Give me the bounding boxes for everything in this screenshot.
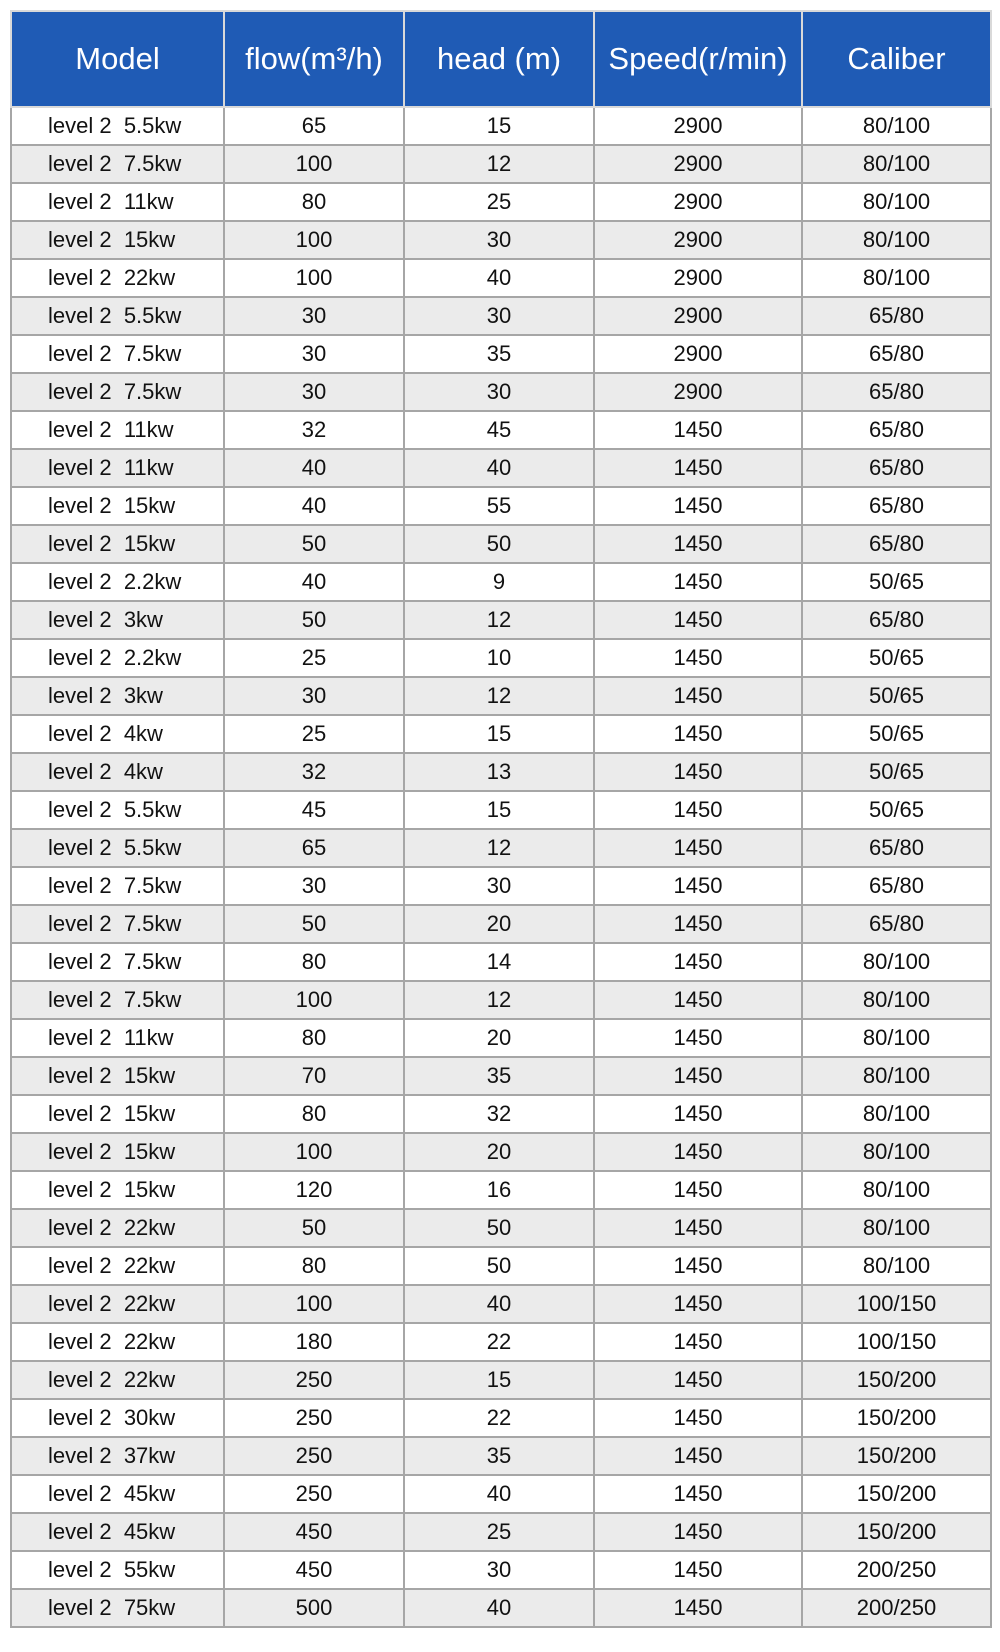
head-cell: 20 [404, 1133, 594, 1171]
table-row [11, 981, 991, 1019]
head-cell: 30 [404, 373, 594, 411]
head-cell: 35 [404, 1437, 594, 1475]
flow-cell: 450 [224, 1513, 404, 1551]
speed-cell: 2900 [594, 259, 802, 297]
head-cell: 15 [404, 107, 594, 145]
model-cell: level 2 11kw [11, 411, 224, 449]
model-cell: level 2 4kw [11, 715, 224, 753]
model-cell: level 2 11kw [11, 183, 224, 221]
header-model: Model [11, 11, 224, 107]
caliber-cell: 65/80 [802, 905, 991, 943]
table-row [11, 525, 991, 563]
caliber-cell: 50/65 [802, 791, 991, 829]
table-row [11, 259, 991, 297]
caliber-cell: 65/80 [802, 411, 991, 449]
table-row [11, 1285, 991, 1323]
table-row [11, 487, 991, 525]
caliber-cell: 65/80 [802, 601, 991, 639]
model-cell: level 2 7.5kw [11, 981, 224, 1019]
table-row [11, 1399, 991, 1437]
caliber-cell: 80/100 [802, 1209, 991, 1247]
caliber-cell: 80/100 [802, 1019, 991, 1057]
table-row [11, 1095, 991, 1133]
speed-cell: 2900 [594, 335, 802, 373]
model-cell: level 2 30kw [11, 1399, 224, 1437]
table-row [11, 677, 991, 715]
table-row [11, 867, 991, 905]
header-caliber: Caliber [802, 11, 991, 107]
caliber-cell: 150/200 [802, 1361, 991, 1399]
caliber-cell: 80/100 [802, 259, 991, 297]
speed-cell: 1450 [594, 981, 802, 1019]
model-cell: level 2 7.5kw [11, 905, 224, 943]
speed-cell: 1450 [594, 1285, 802, 1323]
flow-cell: 250 [224, 1437, 404, 1475]
caliber-cell: 100/150 [802, 1323, 991, 1361]
caliber-cell: 50/65 [802, 563, 991, 601]
flow-cell: 100 [224, 981, 404, 1019]
caliber-cell: 80/100 [802, 1095, 991, 1133]
speed-cell: 2900 [594, 183, 802, 221]
table-row [11, 411, 991, 449]
head-cell: 15 [404, 791, 594, 829]
flow-cell: 120 [224, 1171, 404, 1209]
model-cell: level 2 5.5kw [11, 829, 224, 867]
flow-cell: 70 [224, 1057, 404, 1095]
speed-cell: 1450 [594, 1323, 802, 1361]
table-row [11, 753, 991, 791]
table-row [11, 1437, 991, 1475]
head-cell: 50 [404, 1247, 594, 1285]
flow-cell: 50 [224, 601, 404, 639]
model-cell: level 2 5.5kw [11, 297, 224, 335]
head-cell: 30 [404, 221, 594, 259]
flow-cell: 100 [224, 145, 404, 183]
model-cell: level 2 22kw [11, 1209, 224, 1247]
model-cell: level 2 11kw [11, 449, 224, 487]
caliber-cell: 150/200 [802, 1437, 991, 1475]
head-cell: 12 [404, 601, 594, 639]
speed-cell: 2900 [594, 107, 802, 145]
table-row [11, 145, 991, 183]
flow-cell: 50 [224, 1209, 404, 1247]
head-cell: 9 [404, 563, 594, 601]
flow-cell: 65 [224, 829, 404, 867]
head-cell: 40 [404, 259, 594, 297]
table-row [11, 1209, 991, 1247]
speed-cell: 1450 [594, 487, 802, 525]
flow-cell: 25 [224, 639, 404, 677]
header-flow: flow(m³/h) [224, 11, 404, 107]
table-row [11, 639, 991, 677]
flow-cell: 80 [224, 1019, 404, 1057]
head-cell: 10 [404, 639, 594, 677]
head-cell: 35 [404, 1057, 594, 1095]
speed-cell: 1450 [594, 1361, 802, 1399]
model-cell: level 2 7.5kw [11, 145, 224, 183]
table-row [11, 1589, 991, 1627]
flow-cell: 100 [224, 259, 404, 297]
model-cell: level 2 7.5kw [11, 335, 224, 373]
table-row [11, 1361, 991, 1399]
head-cell: 45 [404, 411, 594, 449]
model-cell: level 2 75kw [11, 1589, 224, 1627]
caliber-cell: 80/100 [802, 981, 991, 1019]
speed-cell: 1450 [594, 1209, 802, 1247]
model-cell: level 2 4kw [11, 753, 224, 791]
caliber-cell: 100/150 [802, 1285, 991, 1323]
head-cell: 15 [404, 1361, 594, 1399]
model-cell: level 2 22kw [11, 1361, 224, 1399]
flow-cell: 40 [224, 449, 404, 487]
flow-cell: 30 [224, 297, 404, 335]
caliber-cell: 50/65 [802, 677, 991, 715]
speed-cell: 1450 [594, 1057, 802, 1095]
head-cell: 25 [404, 183, 594, 221]
head-cell: 12 [404, 145, 594, 183]
caliber-cell: 65/80 [802, 487, 991, 525]
caliber-cell: 80/100 [802, 1247, 991, 1285]
model-cell: level 2 15kw [11, 525, 224, 563]
model-cell: level 2 15kw [11, 1171, 224, 1209]
speed-cell: 1450 [594, 1019, 802, 1057]
flow-cell: 250 [224, 1361, 404, 1399]
flow-cell: 30 [224, 867, 404, 905]
caliber-cell: 80/100 [802, 145, 991, 183]
caliber-cell: 65/80 [802, 373, 991, 411]
flow-cell: 450 [224, 1551, 404, 1589]
caliber-cell: 50/65 [802, 753, 991, 791]
flow-cell: 40 [224, 563, 404, 601]
speed-cell: 2900 [594, 221, 802, 259]
head-cell: 12 [404, 981, 594, 1019]
flow-cell: 30 [224, 677, 404, 715]
speed-cell: 1450 [594, 1399, 802, 1437]
table-row [11, 1019, 991, 1057]
head-cell: 55 [404, 487, 594, 525]
flow-cell: 250 [224, 1399, 404, 1437]
head-cell: 40 [404, 1475, 594, 1513]
speed-cell: 1450 [594, 1171, 802, 1209]
table-row [11, 1551, 991, 1589]
model-cell: level 2 55kw [11, 1551, 224, 1589]
speed-cell: 1450 [594, 411, 802, 449]
head-cell: 40 [404, 449, 594, 487]
header-head: head (m) [404, 11, 594, 107]
head-cell: 30 [404, 867, 594, 905]
caliber-cell: 65/80 [802, 335, 991, 373]
head-cell: 20 [404, 905, 594, 943]
speed-cell: 2900 [594, 145, 802, 183]
flow-cell: 32 [224, 753, 404, 791]
model-cell: level 2 45kw [11, 1513, 224, 1551]
head-cell: 12 [404, 677, 594, 715]
speed-cell: 1450 [594, 563, 802, 601]
speed-cell: 1450 [594, 1133, 802, 1171]
table-row [11, 1247, 991, 1285]
model-cell: level 2 7.5kw [11, 867, 224, 905]
caliber-cell: 65/80 [802, 525, 991, 563]
head-cell: 22 [404, 1399, 594, 1437]
table-row [11, 1323, 991, 1361]
speed-cell: 1450 [594, 1551, 802, 1589]
model-cell: level 2 7.5kw [11, 943, 224, 981]
table-row [11, 107, 991, 145]
model-cell: level 2 2.2kw [11, 563, 224, 601]
speed-cell: 1450 [594, 1513, 802, 1551]
speed-cell: 1450 [594, 791, 802, 829]
speed-cell: 1450 [594, 1475, 802, 1513]
table-row [11, 943, 991, 981]
caliber-cell: 150/200 [802, 1475, 991, 1513]
head-cell: 35 [404, 335, 594, 373]
table-row [11, 183, 991, 221]
speed-cell: 1450 [594, 829, 802, 867]
table-row [11, 563, 991, 601]
head-cell: 15 [404, 715, 594, 753]
caliber-cell: 65/80 [802, 829, 991, 867]
flow-cell: 40 [224, 487, 404, 525]
caliber-cell: 65/80 [802, 867, 991, 905]
speed-cell: 2900 [594, 297, 802, 335]
caliber-cell: 80/100 [802, 221, 991, 259]
model-cell: level 2 11kw [11, 1019, 224, 1057]
model-cell: level 2 22kw [11, 1247, 224, 1285]
table-row [11, 905, 991, 943]
flow-cell: 45 [224, 791, 404, 829]
speed-cell: 1450 [594, 1095, 802, 1133]
caliber-cell: 150/200 [802, 1399, 991, 1437]
model-cell: level 2 15kw [11, 221, 224, 259]
caliber-cell: 200/250 [802, 1551, 991, 1589]
model-cell: level 2 3kw [11, 601, 224, 639]
model-cell: level 2 5.5kw [11, 791, 224, 829]
table-row [11, 601, 991, 639]
caliber-cell: 50/65 [802, 639, 991, 677]
speed-cell: 1450 [594, 753, 802, 791]
speed-cell: 1450 [594, 1589, 802, 1627]
caliber-cell: 80/100 [802, 943, 991, 981]
flow-cell: 500 [224, 1589, 404, 1627]
table-row [11, 297, 991, 335]
table-header [11, 11, 991, 107]
model-cell: level 2 3kw [11, 677, 224, 715]
head-cell: 40 [404, 1285, 594, 1323]
table-row [11, 221, 991, 259]
table-row [11, 791, 991, 829]
flow-cell: 50 [224, 905, 404, 943]
speed-cell: 1450 [594, 525, 802, 563]
head-cell: 14 [404, 943, 594, 981]
flow-cell: 25 [224, 715, 404, 753]
caliber-cell: 80/100 [802, 1057, 991, 1095]
head-cell: 50 [404, 1209, 594, 1247]
head-cell: 50 [404, 525, 594, 563]
speed-cell: 1450 [594, 943, 802, 981]
speed-cell: 1450 [594, 639, 802, 677]
table-row [11, 373, 991, 411]
flow-cell: 50 [224, 525, 404, 563]
table-row [11, 715, 991, 753]
table-row [11, 449, 991, 487]
model-cell: level 2 22kw [11, 1285, 224, 1323]
head-cell: 30 [404, 297, 594, 335]
speed-cell: 1450 [594, 905, 802, 943]
model-cell: level 2 2.2kw [11, 639, 224, 677]
caliber-cell: 200/250 [802, 1589, 991, 1627]
caliber-cell: 80/100 [802, 1133, 991, 1171]
speed-cell: 1450 [594, 715, 802, 753]
head-cell: 22 [404, 1323, 594, 1361]
flow-cell: 32 [224, 411, 404, 449]
pump-spec-table-container [10, 10, 990, 1628]
table-row [11, 1171, 991, 1209]
header-row [11, 11, 991, 107]
model-cell: level 2 5.5kw [11, 107, 224, 145]
flow-cell: 100 [224, 1133, 404, 1171]
head-cell: 32 [404, 1095, 594, 1133]
caliber-cell: 50/65 [802, 715, 991, 753]
head-cell: 13 [404, 753, 594, 791]
head-cell: 40 [404, 1589, 594, 1627]
speed-cell: 1450 [594, 1437, 802, 1475]
header-speed: Speed(r/min) [594, 11, 802, 107]
table-row [11, 1475, 991, 1513]
model-cell: level 2 45kw [11, 1475, 224, 1513]
model-cell: level 2 15kw [11, 1095, 224, 1133]
head-cell: 16 [404, 1171, 594, 1209]
model-cell: level 2 7.5kw [11, 373, 224, 411]
caliber-cell: 150/200 [802, 1513, 991, 1551]
speed-cell: 2900 [594, 373, 802, 411]
speed-cell: 1450 [594, 677, 802, 715]
flow-cell: 180 [224, 1323, 404, 1361]
head-cell: 25 [404, 1513, 594, 1551]
head-cell: 12 [404, 829, 594, 867]
flow-cell: 100 [224, 221, 404, 259]
flow-cell: 65 [224, 107, 404, 145]
flow-cell: 80 [224, 183, 404, 221]
pump-spec-table [10, 10, 992, 1628]
table-row [11, 335, 991, 373]
model-cell: level 2 15kw [11, 487, 224, 525]
flow-cell: 250 [224, 1475, 404, 1513]
table-body [11, 107, 991, 1627]
flow-cell: 100 [224, 1285, 404, 1323]
caliber-cell: 80/100 [802, 1171, 991, 1209]
table-row [11, 1057, 991, 1095]
head-cell: 30 [404, 1551, 594, 1589]
table-row [11, 1513, 991, 1551]
caliber-cell: 80/100 [802, 107, 991, 145]
flow-cell: 30 [224, 335, 404, 373]
speed-cell: 1450 [594, 1247, 802, 1285]
speed-cell: 1450 [594, 449, 802, 487]
flow-cell: 30 [224, 373, 404, 411]
model-cell: level 2 37kw [11, 1437, 224, 1475]
table-row [11, 829, 991, 867]
head-cell: 20 [404, 1019, 594, 1057]
flow-cell: 80 [224, 943, 404, 981]
model-cell: level 2 15kw [11, 1133, 224, 1171]
speed-cell: 1450 [594, 601, 802, 639]
model-cell: level 2 22kw [11, 259, 224, 297]
caliber-cell: 65/80 [802, 297, 991, 335]
speed-cell: 1450 [594, 867, 802, 905]
table-row [11, 1133, 991, 1171]
caliber-cell: 65/80 [802, 449, 991, 487]
caliber-cell: 80/100 [802, 183, 991, 221]
flow-cell: 80 [224, 1247, 404, 1285]
model-cell: level 2 22kw [11, 1323, 224, 1361]
flow-cell: 80 [224, 1095, 404, 1133]
model-cell: level 2 15kw [11, 1057, 224, 1095]
